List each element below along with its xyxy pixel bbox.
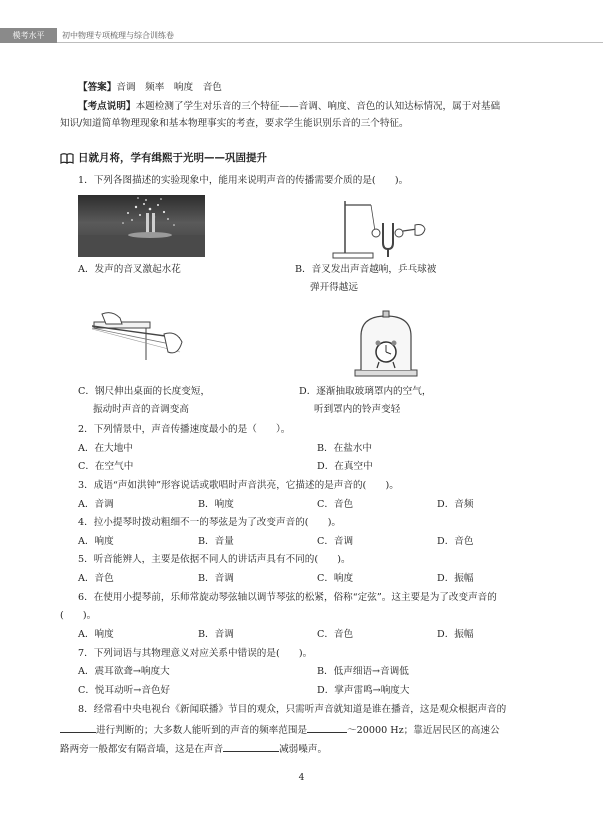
q5-option-d: D．振幅 xyxy=(437,573,474,584)
q2-option-c: C．在空气中 xyxy=(78,461,134,472)
q5-stem: 5．听音能辨人，主要是依据不同人的讲话声具有不同的( )。 xyxy=(78,554,351,565)
answer-label: 【答案】 xyxy=(78,82,117,93)
steel-ruler-table-illustration xyxy=(92,312,187,362)
q4-option-c: C．音调 xyxy=(317,536,354,547)
q6-option-c: C．音色 xyxy=(317,629,354,640)
q3-stem: 3．成语“声如洪钟”形容说话或歌唱时声音洪亮，它描述的是声音的( )。 xyxy=(78,480,399,491)
q4-option-d: D．音色 xyxy=(437,536,474,547)
q8-line-1: 8．经常看中央电视台《新闻联播》节目的观众，只需听声音就知道是谁在播音，这是观众根据声音的 xyxy=(78,704,507,715)
header-tag: 模考水平 xyxy=(0,28,57,43)
q7-stem: 7．下列词语与其物理意义对应关系中错误的是( )。 xyxy=(78,648,313,659)
q7-option-b: B．低声细语→音调低 xyxy=(317,666,409,677)
explanation-line-1: 【考点说明】本题检测了学生对乐音的三个特征——音调、响度、音色的认知达标情况，属于对基础 xyxy=(78,101,501,112)
q3-option-d: D．音频 xyxy=(437,499,474,510)
q1-option-b-line-2: 弹开得越远 xyxy=(310,282,358,293)
q6-option-d: D．振幅 xyxy=(437,629,474,640)
answer-line xyxy=(78,81,222,95)
q7-option-a: A．震耳欲聋→响度大 xyxy=(78,666,170,677)
ping-pong-tuning-fork-illustration xyxy=(325,195,435,260)
q2-stem: 2．下列情景中，声音传播速度最小的是（ ）。 xyxy=(78,424,291,435)
q3-option-a: A．音调 xyxy=(78,499,114,510)
bell-jar-illustration xyxy=(353,310,419,378)
q8-line-3: 路两旁一般都安有隔音墙，这是在声音 减弱噪声。 xyxy=(60,741,327,757)
q5-option-b: B．音调 xyxy=(198,573,234,584)
q1-option-a: A．发声的音叉激起水花 xyxy=(78,264,181,275)
q3-option-c: C．音色 xyxy=(317,499,354,510)
section-title: 日就月将，学有缉熙于光明——巩固提升 xyxy=(78,152,267,164)
header-rule xyxy=(57,42,603,43)
page-number: 4 xyxy=(298,773,305,783)
book-icon xyxy=(60,153,74,164)
q4-stem: 4．拉小提琴时拨动粗细不一的琴弦是为了改变声音的( )。 xyxy=(78,517,342,528)
q8-blank-2[interactable] xyxy=(307,722,347,733)
q4-option-a: A．响度 xyxy=(78,536,114,547)
q1-option-c-line-2: 振动时声音的音调变高 xyxy=(93,404,189,415)
q4-option-b: B．音量 xyxy=(198,536,234,547)
answer-text: 音调 频率 响度 音色 xyxy=(116,82,222,93)
header-title: 初中物理专项梳理与综合训练卷 xyxy=(62,31,174,40)
q6-option-b: B．音调 xyxy=(198,629,234,640)
q8-blank-1[interactable] xyxy=(60,722,96,733)
q5-option-c: C．响度 xyxy=(317,573,354,584)
tuning-fork-water-photo xyxy=(78,195,205,257)
q2-option-a: A．在大地中 xyxy=(78,443,133,454)
page-header xyxy=(0,28,603,43)
q6-stem-line-1: 6．在使用小提琴前，乐师常旋动琴弦轴以调节琴弦的松紧，俗称“定弦”。这主要是为了改变声音的 xyxy=(78,592,497,603)
q8-blank-3[interactable] xyxy=(223,741,279,752)
q7-option-c: C．悦耳动听→音色好 xyxy=(78,685,171,696)
q2-option-b: B．在盐水中 xyxy=(317,443,373,454)
q1-stem: 1．下列各图描述的实验现象中，能用来说明声音的传播需要介质的是( )。 xyxy=(78,175,409,186)
q6-option-a: A．响度 xyxy=(78,629,114,640)
q1-option-b-line-1: B．音叉发出声音越响，乒乓球被 xyxy=(295,264,437,275)
q1-option-d-line-2: 听到罩内的铃声变轻 xyxy=(314,404,401,415)
q6-stem-line-2: ( )。 xyxy=(60,610,97,621)
q3-option-b: B．响度 xyxy=(198,499,234,510)
q5-option-a: A．音色 xyxy=(78,573,114,584)
explanation-line-2: 知识/知道简单物理现象和基本物理事实的考查，要求学生能识别乐音的三个特征。 xyxy=(60,118,409,129)
q8-line-2: 进行判断的；大多数人能听到的声音的频率范围是 ～20000 Hz；靠近居民区的高速公 xyxy=(60,722,500,738)
q2-option-d: D．在真空中 xyxy=(317,461,373,472)
q1-option-d-line-1: D．逐渐抽取玻璃罩内的空气， xyxy=(299,386,432,397)
explanation-label: 【考点说明】 xyxy=(78,101,136,112)
q1-option-c-line-1: C．钢尺伸出桌面的长度变短， xyxy=(78,386,211,397)
section-heading xyxy=(60,150,267,166)
q7-option-d: D．掌声雷鸣→响度大 xyxy=(317,685,410,696)
